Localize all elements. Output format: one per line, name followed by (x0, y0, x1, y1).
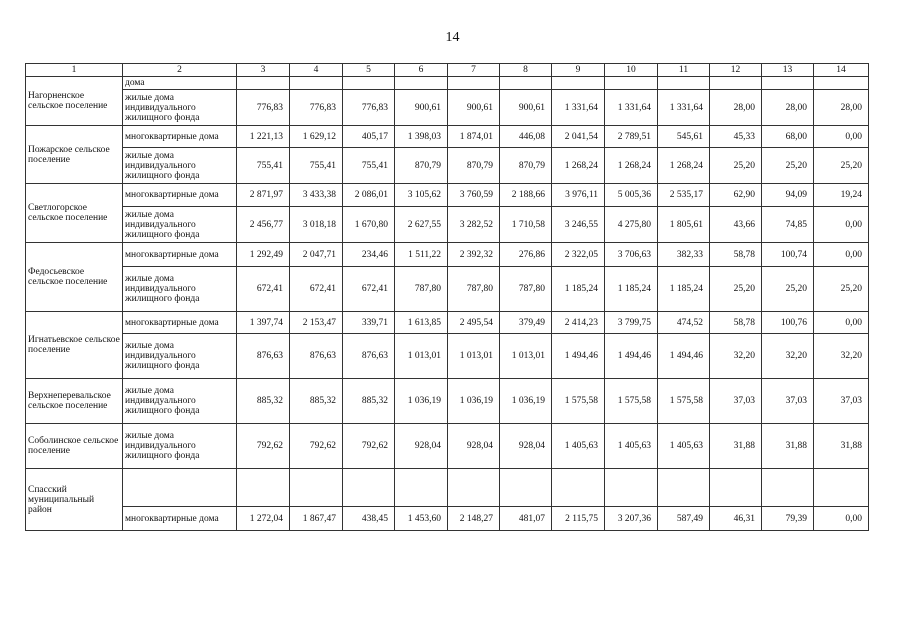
value-cell: 32,20 (762, 334, 814, 379)
header-cell: 1 (26, 64, 123, 77)
value-cell: 45,33 (710, 126, 762, 148)
value-cell: 31,88 (814, 424, 869, 469)
settlement-name: Спасский муниципальный район (26, 469, 123, 531)
value-cell: 339,71 (343, 312, 395, 334)
housing-type: жилые дома индивидуального жилищного фонда (123, 424, 237, 469)
value-cell: 2 148,27 (448, 507, 500, 531)
value-cell: 1 405,63 (605, 424, 658, 469)
value-cell: 58,78 (710, 312, 762, 334)
value-cell: 25,20 (814, 267, 869, 312)
header-cell: 9 (552, 64, 605, 77)
value-cell: 37,03 (762, 379, 814, 424)
page-number: 14 (445, 30, 460, 45)
value-cell: 1 398,03 (395, 126, 448, 148)
value-cell: 3 976,11 (552, 184, 605, 207)
value-cell: 3 282,52 (448, 207, 500, 243)
table-row (26, 90, 869, 126)
value-cell: 885,32 (290, 379, 343, 424)
value-cell: 276,86 (500, 243, 552, 267)
value-cell (343, 77, 395, 90)
housing-type: жилые дома индивидуального жилищного фонда (123, 207, 237, 243)
value-cell (448, 469, 500, 507)
value-cell: 4 275,80 (605, 207, 658, 243)
value-cell: 94,09 (762, 184, 814, 207)
housing-type: многоквартирные дома (123, 184, 237, 207)
value-cell: 32,20 (814, 334, 869, 379)
value-cell: 1 185,24 (552, 267, 605, 312)
value-cell: 900,61 (395, 90, 448, 126)
value-cell: 1 511,22 (395, 243, 448, 267)
value-cell: 37,03 (710, 379, 762, 424)
value-cell: 0,00 (814, 207, 869, 243)
value-cell: 672,41 (343, 267, 395, 312)
header-cell: 7 (448, 64, 500, 77)
value-cell: 1 268,24 (658, 148, 710, 184)
value-cell: 1 036,19 (500, 379, 552, 424)
value-cell: 382,33 (658, 243, 710, 267)
value-cell: 900,61 (500, 90, 552, 126)
value-cell: 672,41 (237, 267, 290, 312)
value-cell: 3 246,55 (552, 207, 605, 243)
table-row (26, 424, 869, 469)
value-cell: 787,80 (500, 267, 552, 312)
value-cell: 28,00 (710, 90, 762, 126)
value-cell: 3 105,62 (395, 184, 448, 207)
value-cell: 2 392,32 (448, 243, 500, 267)
value-cell: 587,49 (658, 507, 710, 531)
value-cell: 1 575,58 (552, 379, 605, 424)
value-cell (552, 469, 605, 507)
value-cell: 2 414,23 (552, 312, 605, 334)
value-cell (290, 469, 343, 507)
value-cell: 100,76 (762, 312, 814, 334)
header-cell: 4 (290, 64, 343, 77)
value-cell: 1 397,74 (237, 312, 290, 334)
housing-type: жилые дома индивидуального жилищного фонда (123, 148, 237, 184)
value-cell (290, 77, 343, 90)
table-row (26, 243, 869, 267)
value-cell: 928,04 (395, 424, 448, 469)
value-cell: 79,39 (762, 507, 814, 531)
value-cell (395, 77, 448, 90)
table-row (26, 379, 869, 424)
value-cell: 25,20 (710, 148, 762, 184)
value-cell (500, 469, 552, 507)
value-cell (710, 77, 762, 90)
value-cell (658, 469, 710, 507)
value-cell: 1 613,85 (395, 312, 448, 334)
value-cell: 1 331,64 (658, 90, 710, 126)
table-row (26, 77, 869, 90)
value-cell: 3 433,38 (290, 184, 343, 207)
value-cell: 405,17 (343, 126, 395, 148)
value-cell: 19,24 (814, 184, 869, 207)
value-cell: 1 710,58 (500, 207, 552, 243)
value-cell: 545,61 (658, 126, 710, 148)
housing-type: жилые дома индивидуального жилищного фонда (123, 334, 237, 379)
value-cell: 1 494,46 (605, 334, 658, 379)
header-cell: 3 (237, 64, 290, 77)
value-cell (237, 77, 290, 90)
value-cell: 1 331,64 (552, 90, 605, 126)
value-cell: 1 405,63 (552, 424, 605, 469)
header-row (26, 64, 869, 77)
tariff-table (25, 63, 869, 531)
housing-type: многоквартирные дома (123, 243, 237, 267)
value-cell: 885,32 (343, 379, 395, 424)
value-cell (605, 469, 658, 507)
value-cell: 379,49 (500, 312, 552, 334)
value-cell: 234,46 (343, 243, 395, 267)
value-cell: 876,63 (290, 334, 343, 379)
value-cell: 1 629,12 (290, 126, 343, 148)
header-cell: 14 (814, 64, 869, 77)
value-cell: 1 494,46 (658, 334, 710, 379)
settlement-name: Игнатьевское сельское поселение (26, 312, 123, 379)
value-cell: 3 760,59 (448, 184, 500, 207)
value-cell: 25,20 (762, 267, 814, 312)
value-cell: 2 627,55 (395, 207, 448, 243)
value-cell (343, 469, 395, 507)
value-cell: 792,62 (237, 424, 290, 469)
value-cell: 2 456,77 (237, 207, 290, 243)
value-cell: 43,66 (710, 207, 762, 243)
value-cell: 2 115,75 (552, 507, 605, 531)
value-cell: 792,62 (343, 424, 395, 469)
value-cell (762, 469, 814, 507)
value-cell: 25,20 (710, 267, 762, 312)
value-cell: 1 575,58 (605, 379, 658, 424)
value-cell: 1 036,19 (395, 379, 448, 424)
value-cell: 0,00 (814, 126, 869, 148)
value-cell: 870,79 (500, 148, 552, 184)
header-cell: 11 (658, 64, 710, 77)
value-cell: 481,07 (500, 507, 552, 531)
value-cell: 2 188,66 (500, 184, 552, 207)
value-cell: 5 005,36 (605, 184, 658, 207)
value-cell (658, 77, 710, 90)
value-cell: 74,85 (762, 207, 814, 243)
value-cell (500, 77, 552, 90)
value-cell (762, 77, 814, 90)
value-cell: 3 207,36 (605, 507, 658, 531)
table-row (26, 126, 869, 148)
value-cell (710, 469, 762, 507)
value-cell: 31,88 (710, 424, 762, 469)
value-cell: 28,00 (814, 90, 869, 126)
value-cell: 1 185,24 (605, 267, 658, 312)
housing-type: жилые дома индивидуального жилищного фонда (123, 267, 237, 312)
value-cell: 46,31 (710, 507, 762, 531)
value-cell: 1 268,24 (552, 148, 605, 184)
value-cell: 2 495,54 (448, 312, 500, 334)
value-cell: 1 013,01 (395, 334, 448, 379)
value-cell: 1 292,49 (237, 243, 290, 267)
value-cell: 870,79 (448, 148, 500, 184)
value-cell: 1 453,60 (395, 507, 448, 531)
housing-type: дома (123, 77, 237, 90)
value-cell: 62,90 (710, 184, 762, 207)
table-row (26, 334, 869, 379)
settlement-name: Нагорненское сельское поселение (26, 77, 123, 126)
value-cell: 2 871,97 (237, 184, 290, 207)
value-cell (395, 469, 448, 507)
housing-type: жилые дома индивидуального жилищного фонда (123, 90, 237, 126)
value-cell: 2 041,54 (552, 126, 605, 148)
value-cell: 928,04 (500, 424, 552, 469)
value-cell: 100,74 (762, 243, 814, 267)
value-cell: 1 221,13 (237, 126, 290, 148)
value-cell: 792,62 (290, 424, 343, 469)
value-cell (448, 77, 500, 90)
value-cell: 876,63 (343, 334, 395, 379)
value-cell (814, 469, 869, 507)
value-cell: 1 575,58 (658, 379, 710, 424)
value-cell: 3 706,63 (605, 243, 658, 267)
value-cell: 1 867,47 (290, 507, 343, 531)
value-cell: 1 405,63 (658, 424, 710, 469)
value-cell: 1 036,19 (448, 379, 500, 424)
value-cell: 776,83 (290, 90, 343, 126)
table-row (26, 469, 869, 507)
value-cell: 776,83 (237, 90, 290, 126)
value-cell: 1 013,01 (448, 334, 500, 379)
value-cell: 1 494,46 (552, 334, 605, 379)
header-cell: 8 (500, 64, 552, 77)
value-cell: 31,88 (762, 424, 814, 469)
table-row (26, 184, 869, 207)
value-cell: 885,32 (237, 379, 290, 424)
value-cell: 1 874,01 (448, 126, 500, 148)
value-cell (552, 77, 605, 90)
housing-type (123, 469, 237, 507)
value-cell: 32,20 (710, 334, 762, 379)
table-row (26, 507, 869, 531)
value-cell: 2 322,05 (552, 243, 605, 267)
housing-type: многоквартирные дома (123, 507, 237, 531)
value-cell: 58,78 (710, 243, 762, 267)
value-cell: 2 535,17 (658, 184, 710, 207)
value-cell: 0,00 (814, 243, 869, 267)
value-cell: 1 331,64 (605, 90, 658, 126)
value-cell: 68,00 (762, 126, 814, 148)
value-cell: 928,04 (448, 424, 500, 469)
value-cell: 0,00 (814, 312, 869, 334)
header-cell: 10 (605, 64, 658, 77)
header-cell: 2 (123, 64, 237, 77)
header-cell: 6 (395, 64, 448, 77)
header-cell: 13 (762, 64, 814, 77)
value-cell: 876,63 (237, 334, 290, 379)
value-cell: 1 185,24 (658, 267, 710, 312)
value-cell: 900,61 (448, 90, 500, 126)
value-cell: 0,00 (814, 507, 869, 531)
value-cell: 870,79 (395, 148, 448, 184)
value-cell: 787,80 (395, 267, 448, 312)
settlement-name: Верхнеперевальское сельское поселение (26, 379, 123, 424)
value-cell: 2 153,47 (290, 312, 343, 334)
value-cell: 25,20 (762, 148, 814, 184)
value-cell: 3 799,75 (605, 312, 658, 334)
table-row (26, 148, 869, 184)
value-cell: 2 086,01 (343, 184, 395, 207)
value-cell: 787,80 (448, 267, 500, 312)
value-cell (605, 77, 658, 90)
value-cell (237, 469, 290, 507)
value-cell: 3 018,18 (290, 207, 343, 243)
housing-type: жилые дома индивидуального жилищного фонда (123, 379, 237, 424)
value-cell: 474,52 (658, 312, 710, 334)
value-cell: 755,41 (290, 148, 343, 184)
value-cell: 672,41 (290, 267, 343, 312)
value-cell: 776,83 (343, 90, 395, 126)
header-cell: 5 (343, 64, 395, 77)
value-cell: 1 670,80 (343, 207, 395, 243)
value-cell: 438,45 (343, 507, 395, 531)
value-cell: 25,20 (814, 148, 869, 184)
value-cell: 755,41 (237, 148, 290, 184)
settlement-name: Пожарское сельское поселение (26, 126, 123, 184)
value-cell: 1 268,24 (605, 148, 658, 184)
settlement-name: Федосьевское сельское поселение (26, 243, 123, 312)
settlement-name: Светлогорское сельское поселение (26, 184, 123, 243)
housing-type: многоквартирные дома (123, 312, 237, 334)
value-cell: 37,03 (814, 379, 869, 424)
value-cell: 2 047,71 (290, 243, 343, 267)
housing-type: многоквартирные дома (123, 126, 237, 148)
value-cell: 28,00 (762, 90, 814, 126)
table-row (26, 207, 869, 243)
settlement-name: Соболинское сельское поселение (26, 424, 123, 469)
table-row (26, 267, 869, 312)
value-cell (814, 77, 869, 90)
value-cell: 755,41 (343, 148, 395, 184)
header-cell: 12 (710, 64, 762, 77)
value-cell: 2 789,51 (605, 126, 658, 148)
value-cell: 1 805,61 (658, 207, 710, 243)
value-cell: 1 272,04 (237, 507, 290, 531)
value-cell: 1 013,01 (500, 334, 552, 379)
value-cell: 446,08 (500, 126, 552, 148)
table-row (26, 312, 869, 334)
